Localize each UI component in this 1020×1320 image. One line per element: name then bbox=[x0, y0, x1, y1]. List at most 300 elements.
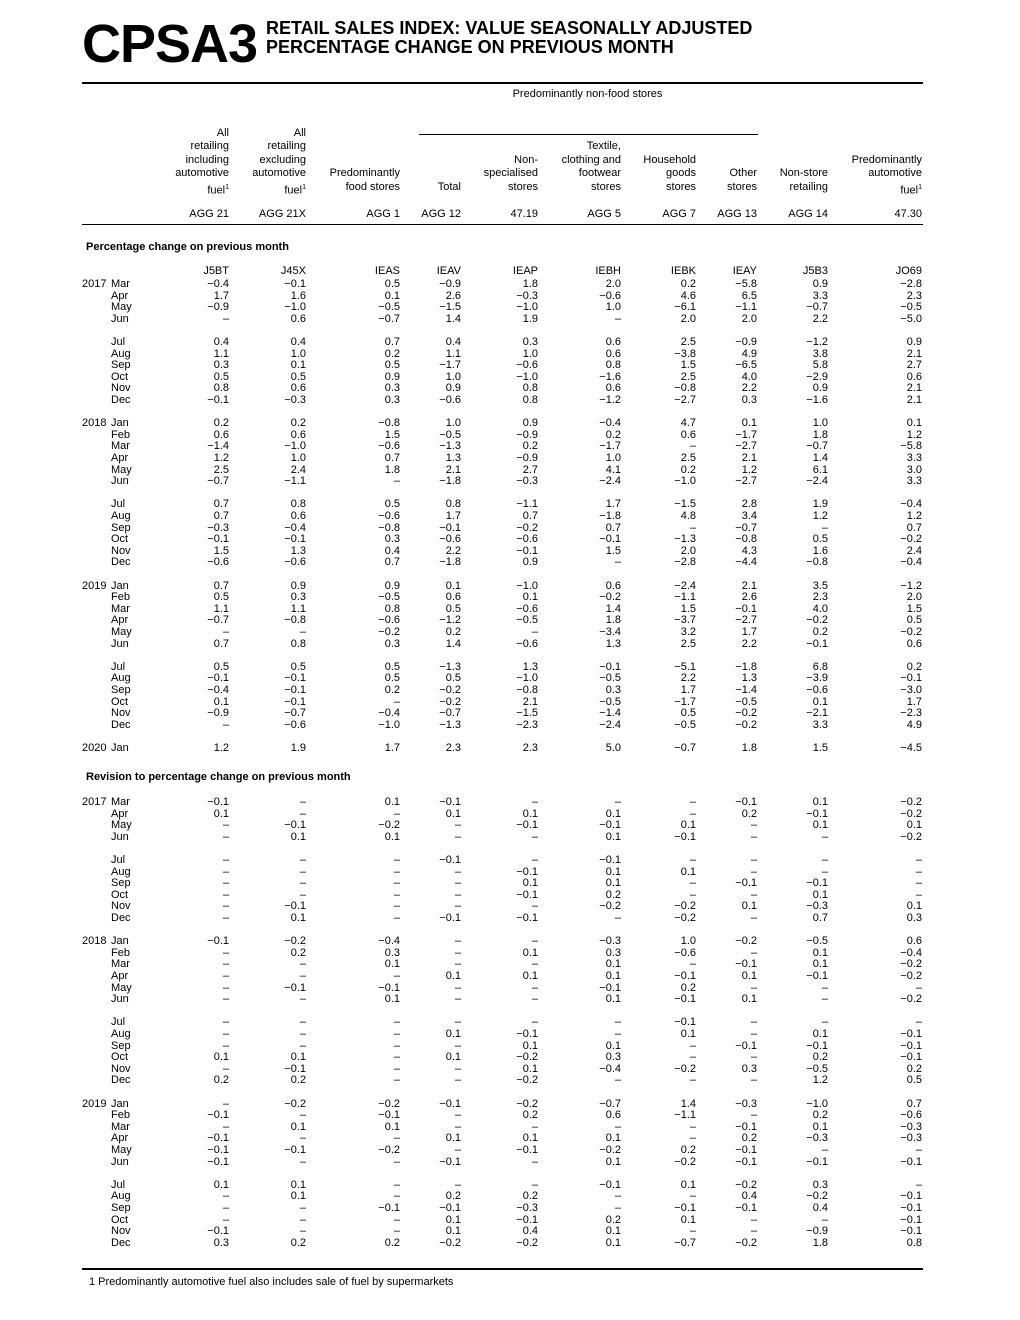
table-cell: 0.5 bbox=[213, 370, 229, 383]
table-cell: 2.4 bbox=[906, 544, 922, 557]
table-cell: −0.1 bbox=[516, 912, 538, 924]
table-cell: 0.8 bbox=[906, 1236, 922, 1249]
row-year: 2017 bbox=[82, 796, 107, 808]
table-cell: 0.1 bbox=[605, 1039, 621, 1052]
table-cell: −0.1 bbox=[599, 819, 621, 832]
row-month: Jun bbox=[111, 475, 129, 488]
column-header-1: All retailing including automotive fuel$^1$ bbox=[175, 127, 229, 197]
table-cell: – bbox=[299, 796, 306, 808]
table-cell: 6.8 bbox=[812, 660, 828, 673]
table-cell: 1.5 bbox=[605, 544, 621, 557]
table-cell: 0.9 bbox=[290, 579, 306, 592]
table-cell: −0.1 bbox=[284, 672, 306, 685]
table-cell: −0.8 bbox=[674, 382, 696, 395]
table-cell: – bbox=[222, 830, 229, 843]
table-cell: 0.6 bbox=[605, 1109, 621, 1122]
table-cell: 4.3 bbox=[741, 544, 757, 557]
table-cell: 0.1 bbox=[384, 1120, 400, 1133]
table-cell: −1.4 bbox=[599, 707, 621, 720]
row-month: Jul bbox=[111, 660, 126, 673]
table-cell: −0.6 bbox=[378, 614, 400, 627]
row-month: Oct bbox=[111, 1051, 129, 1064]
table-cell: −0.4 bbox=[284, 521, 306, 534]
column-header-5: Non- specialised stores bbox=[483, 153, 538, 193]
table-cell: 0.8 bbox=[384, 602, 400, 615]
column-header-9: Non-store retailing bbox=[779, 167, 828, 193]
table-cell: −1.8 bbox=[735, 660, 757, 673]
table-cell: −0.1 bbox=[806, 877, 828, 890]
table-row bbox=[0, 475, 1020, 487]
row-month: Sep bbox=[111, 359, 131, 372]
table-cell: 0.3 bbox=[605, 1051, 621, 1064]
table-cell: −0.1 bbox=[207, 1155, 229, 1168]
table-cell: 0.6 bbox=[290, 510, 306, 522]
table-cell: 0.1 bbox=[445, 1028, 461, 1040]
table-cell: −0.7 bbox=[207, 475, 229, 488]
table-cell: 0.1 bbox=[445, 1213, 461, 1226]
table-cell: 0.3 bbox=[812, 1178, 828, 1191]
table-cell: 2.1 bbox=[906, 347, 922, 360]
table-cell: −1.7 bbox=[599, 440, 621, 453]
table-cell: 0.4 bbox=[290, 336, 306, 348]
table-cell: 1.4 bbox=[812, 452, 828, 464]
table-cell: – bbox=[454, 1039, 461, 1052]
table-cell: 0.2 bbox=[812, 1051, 828, 1064]
table-cell: −1.2 bbox=[806, 336, 828, 348]
table-cell: −0.2 bbox=[516, 1074, 538, 1087]
table-cell: 0.6 bbox=[605, 579, 621, 592]
table-cell: – bbox=[299, 970, 306, 982]
table-cell: −0.1 bbox=[599, 981, 621, 994]
table-cell: −0.7 bbox=[806, 301, 828, 314]
table-cell: −1.3 bbox=[439, 660, 461, 673]
table-cell: – bbox=[915, 865, 922, 878]
table-row bbox=[0, 580, 1020, 592]
table-cell: −0.1 bbox=[207, 1225, 229, 1238]
section-title-revision: Revision to percentage change on previous month bbox=[86, 771, 351, 783]
table-cell: – bbox=[222, 900, 229, 913]
row-month: Aug bbox=[111, 1190, 131, 1203]
table-cell: −0.1 bbox=[806, 1155, 828, 1168]
table-cell: 0.1 bbox=[812, 946, 828, 959]
table-cell: 3.3 bbox=[906, 475, 922, 488]
table-cell: 0.2 bbox=[605, 428, 621, 441]
table-cell: −0.1 bbox=[439, 796, 461, 808]
row-month: Jul bbox=[111, 336, 126, 348]
table-cell: 0.7 bbox=[522, 510, 538, 522]
table-cell: 0.5 bbox=[445, 672, 461, 685]
row-month: Nov bbox=[111, 900, 131, 913]
row-month: Mar bbox=[111, 278, 130, 290]
table-cell: −2.1 bbox=[806, 707, 828, 720]
table-row bbox=[0, 394, 1020, 406]
table-cell: −0.1 bbox=[516, 544, 538, 557]
table-cell: 2.0 bbox=[605, 278, 621, 290]
table-cell: – bbox=[614, 912, 621, 924]
table-cell: – bbox=[299, 1039, 306, 1052]
table-cell: 2.6 bbox=[741, 591, 757, 604]
table-cell: 0.5 bbox=[445, 602, 461, 615]
table-cell: −0.5 bbox=[806, 935, 828, 948]
table-cell: −0.3 bbox=[900, 1132, 922, 1145]
table-row bbox=[0, 429, 1020, 441]
table-cell: 0.7 bbox=[812, 912, 828, 924]
table-cell: −0.2 bbox=[439, 695, 461, 708]
table-cell: −0.2 bbox=[900, 626, 922, 638]
table-cell: – bbox=[299, 877, 306, 890]
table-row bbox=[0, 603, 1020, 615]
table-cell: −2.8 bbox=[674, 556, 696, 569]
table-cell: −0.1 bbox=[806, 637, 828, 650]
table-row bbox=[0, 877, 1020, 889]
table-cell: 0.7 bbox=[384, 556, 400, 569]
table-cell: 1.4 bbox=[445, 637, 461, 650]
table-cell: −1.2 bbox=[439, 614, 461, 627]
table-cell: 0.6 bbox=[605, 336, 621, 348]
table-cell: −0.1 bbox=[207, 394, 229, 406]
table-cell: −1.1 bbox=[735, 301, 757, 314]
table-cell: 0.4 bbox=[522, 1225, 538, 1238]
table-cell: −1.7 bbox=[735, 428, 757, 441]
table-row bbox=[0, 719, 1020, 731]
table-cell: 2.1 bbox=[741, 452, 757, 464]
table-cell: 0.1 bbox=[680, 865, 696, 878]
table-cell: 2.5 bbox=[680, 370, 696, 383]
row-month: May bbox=[111, 981, 132, 994]
table-cell: −0.2 bbox=[674, 1155, 696, 1168]
row-month: Nov bbox=[111, 1225, 131, 1238]
table-row bbox=[0, 371, 1020, 383]
table-cell: 3.3 bbox=[812, 718, 828, 731]
table-cell: −1.0 bbox=[284, 440, 306, 453]
table-cell: −0.1 bbox=[900, 1202, 922, 1214]
table-cell: – bbox=[222, 912, 229, 924]
table-cell: – bbox=[393, 1074, 400, 1087]
table-cell: 0.1 bbox=[290, 359, 306, 372]
bottom-rule bbox=[82, 1268, 923, 1270]
table-cell: 0.1 bbox=[445, 807, 461, 820]
series-code: J5BT bbox=[203, 265, 229, 277]
table-cell: 0.7 bbox=[906, 1097, 922, 1110]
table-cell: – bbox=[821, 521, 828, 534]
table-cell: 0.5 bbox=[906, 1074, 922, 1087]
table-cell: – bbox=[915, 854, 922, 866]
table-cell: −0.3 bbox=[207, 521, 229, 534]
table-cell: −1.5 bbox=[674, 498, 696, 511]
column-header-2: All retailing excluding automotive fuel$^1$ bbox=[252, 127, 306, 197]
table-cell: −0.1 bbox=[599, 1178, 621, 1191]
table-cell: −0.2 bbox=[735, 707, 757, 720]
table-cell: −0.9 bbox=[207, 301, 229, 314]
row-month: Mar bbox=[111, 602, 130, 615]
table-cell: – bbox=[393, 912, 400, 924]
column-agg-code: 47.30 bbox=[894, 208, 922, 220]
table-cell: −0.1 bbox=[516, 819, 538, 832]
row-month: Jan bbox=[111, 579, 129, 592]
table-cell: −0.1 bbox=[439, 1097, 461, 1110]
table-row bbox=[0, 970, 1020, 982]
column-agg-code: AGG 13 bbox=[717, 208, 757, 220]
table-row bbox=[0, 672, 1020, 684]
table-cell: 2.2 bbox=[741, 382, 757, 395]
table-cell: 0.1 bbox=[213, 1178, 229, 1191]
row-month: Sep bbox=[111, 877, 131, 890]
table-cell: 1.3 bbox=[522, 660, 538, 673]
table-cell: −0.1 bbox=[207, 935, 229, 948]
table-cell: 0.1 bbox=[680, 1028, 696, 1040]
table-cell: 0.1 bbox=[605, 993, 621, 1006]
table-row bbox=[0, 1132, 1020, 1144]
column-agg-code: AGG 14 bbox=[788, 208, 828, 220]
table-cell: – bbox=[531, 854, 538, 866]
table-cell: – bbox=[222, 1028, 229, 1040]
table-cell: −5.8 bbox=[900, 440, 922, 453]
row-month: Jun bbox=[111, 312, 129, 325]
table-cell: −1.0 bbox=[284, 301, 306, 314]
row-month: Apr bbox=[111, 452, 129, 464]
table-cell: 3.4 bbox=[741, 510, 757, 522]
table-cell: 2.1 bbox=[906, 394, 922, 406]
table-cell: −0.6 bbox=[516, 637, 538, 650]
table-cell: −0.9 bbox=[439, 278, 461, 290]
table-cell: 0.2 bbox=[290, 1236, 306, 1249]
table-cell: 1.9 bbox=[812, 498, 828, 511]
table-cell: 1.5 bbox=[812, 742, 828, 754]
table-row bbox=[0, 912, 1020, 924]
table-cell: 0.3 bbox=[384, 946, 400, 959]
table-cell: – bbox=[393, 877, 400, 890]
table-cell: 0.9 bbox=[812, 382, 828, 395]
table-cell: −1.5 bbox=[439, 301, 461, 314]
table-cell: −0.1 bbox=[284, 1062, 306, 1075]
table-cell: – bbox=[299, 1109, 306, 1122]
row-month: Dec bbox=[111, 912, 131, 924]
table-cell: 0.9 bbox=[445, 382, 461, 395]
table-cell: – bbox=[222, 312, 229, 325]
table-cell: 0.3 bbox=[290, 591, 306, 604]
table-cell: 0.5 bbox=[384, 660, 400, 673]
table-cell: 0.8 bbox=[522, 382, 538, 395]
table-cell: – bbox=[393, 1062, 400, 1075]
table-cell: −1.0 bbox=[516, 370, 538, 383]
table-cell: 1.1 bbox=[213, 602, 229, 615]
table-cell: −0.1 bbox=[900, 1190, 922, 1203]
table-cell: −1.6 bbox=[806, 394, 828, 406]
series-code: IEBH bbox=[595, 265, 621, 277]
table-cell: 0.2 bbox=[522, 440, 538, 453]
table-cell: 1.8 bbox=[812, 1236, 828, 1249]
table-cell: 0.2 bbox=[213, 417, 229, 430]
table-cell: 0.1 bbox=[445, 1051, 461, 1064]
table-cell: – bbox=[689, 854, 696, 866]
table-row bbox=[0, 1202, 1020, 1214]
table-cell: −0.6 bbox=[284, 556, 306, 569]
table-cell: −0.7 bbox=[735, 521, 757, 534]
table-cell: – bbox=[750, 1028, 757, 1040]
table-cell: 0.4 bbox=[741, 1190, 757, 1203]
table-cell: −0.2 bbox=[900, 958, 922, 971]
table-cell: 0.2 bbox=[680, 981, 696, 994]
table-row bbox=[0, 1144, 1020, 1156]
table-cell: 0.4 bbox=[213, 336, 229, 348]
table-cell: −0.2 bbox=[516, 1097, 538, 1110]
table-cell: 1.6 bbox=[290, 289, 306, 302]
table-cell: – bbox=[299, 807, 306, 820]
table-cell: – bbox=[614, 796, 621, 808]
table-cell: 0.1 bbox=[906, 900, 922, 913]
row-month: May bbox=[111, 819, 132, 832]
table-row bbox=[0, 947, 1020, 959]
table-cell: 0.1 bbox=[605, 958, 621, 971]
table-cell: 1.7 bbox=[680, 684, 696, 696]
table-cell: 0.6 bbox=[605, 382, 621, 395]
table-cell: −0.3 bbox=[516, 1202, 538, 1214]
row-month: May bbox=[111, 463, 132, 476]
table-cell: 0.2 bbox=[812, 1109, 828, 1122]
table-cell: 1.0 bbox=[445, 370, 461, 383]
table-cell: 4.9 bbox=[906, 718, 922, 731]
table-cell: −1.0 bbox=[806, 1097, 828, 1110]
table-row bbox=[0, 556, 1020, 568]
table-cell: −0.1 bbox=[900, 1225, 922, 1238]
table-cell: −1.7 bbox=[439, 359, 461, 372]
row-month: Dec bbox=[111, 556, 131, 569]
table-cell: – bbox=[222, 981, 229, 994]
table-row bbox=[0, 696, 1020, 708]
table-cell: 1.3 bbox=[445, 452, 461, 464]
table-cell: 0.3 bbox=[384, 533, 400, 546]
table-cell: 0.6 bbox=[290, 382, 306, 395]
table-cell: – bbox=[531, 1155, 538, 1168]
table-cell: – bbox=[614, 1028, 621, 1040]
table-cell: 0.1 bbox=[522, 970, 538, 982]
table-cell: −0.1 bbox=[516, 888, 538, 901]
table-cell: −5.8 bbox=[735, 278, 757, 290]
table-cell: −0.6 bbox=[900, 1109, 922, 1122]
table-cell: −1.3 bbox=[439, 440, 461, 453]
table-cell: – bbox=[222, 993, 229, 1006]
table-cell: −0.9 bbox=[207, 707, 229, 720]
table-cell: −0.1 bbox=[599, 533, 621, 546]
series-code: IEBK bbox=[670, 265, 696, 277]
table-cell: 0.1 bbox=[605, 877, 621, 890]
table-row bbox=[0, 336, 1020, 348]
table-cell: −0.1 bbox=[674, 1202, 696, 1214]
table-row bbox=[0, 626, 1020, 638]
table-cell: 0.5 bbox=[290, 370, 306, 383]
table-cell: 1.8 bbox=[741, 742, 757, 754]
table-cell: −0.1 bbox=[378, 1202, 400, 1214]
table-cell: – bbox=[393, 1028, 400, 1040]
table-cell: −2.7 bbox=[735, 614, 757, 627]
table-cell: 0.3 bbox=[741, 1062, 757, 1075]
table-cell: −0.1 bbox=[599, 660, 621, 673]
table-cell: −0.1 bbox=[378, 1109, 400, 1122]
column-header-6: Textile, clothing and footwear stores bbox=[561, 140, 621, 193]
table-cell: −0.1 bbox=[735, 1144, 757, 1156]
table-cell: −0.1 bbox=[439, 854, 461, 866]
table-cell: – bbox=[915, 1144, 922, 1156]
table-cell: −0.5 bbox=[439, 428, 461, 441]
table-cell: – bbox=[299, 993, 306, 1006]
table-cell: – bbox=[614, 1016, 621, 1029]
table-cell: – bbox=[614, 1202, 621, 1214]
table-row bbox=[0, 1074, 1020, 1086]
table-cell: 0.2 bbox=[522, 1109, 538, 1122]
table-cell: – bbox=[222, 1016, 229, 1029]
table-row bbox=[0, 854, 1020, 866]
table-cell: −1.8 bbox=[439, 556, 461, 569]
table-row bbox=[0, 958, 1020, 970]
top-rule bbox=[82, 82, 923, 84]
table-cell: −1.1 bbox=[674, 591, 696, 604]
table-cell: 0.1 bbox=[812, 958, 828, 971]
table-cell: 0.6 bbox=[213, 428, 229, 441]
table-cell: 0.1 bbox=[812, 1028, 828, 1040]
table-cell: 3.3 bbox=[812, 289, 828, 302]
table-cell: 0.1 bbox=[906, 417, 922, 430]
table-cell: – bbox=[393, 1039, 400, 1052]
table-row bbox=[0, 359, 1020, 371]
table-cell: −0.8 bbox=[378, 521, 400, 534]
table-cell: 5.8 bbox=[812, 359, 828, 372]
row-month: Aug bbox=[111, 510, 131, 522]
table-cell: −0.1 bbox=[900, 1051, 922, 1064]
row-month: Sep bbox=[111, 521, 131, 534]
table-cell: – bbox=[689, 796, 696, 808]
table-cell: – bbox=[299, 1132, 306, 1145]
table-cell: – bbox=[531, 796, 538, 808]
table-cell: −0.3 bbox=[806, 1132, 828, 1145]
table-cell: −0.2 bbox=[516, 521, 538, 534]
table-row bbox=[0, 1156, 1020, 1168]
table-cell: 0.1 bbox=[741, 970, 757, 982]
table-cell: 0.5 bbox=[906, 614, 922, 627]
row-month: Aug bbox=[111, 672, 131, 685]
table-cell: −0.6 bbox=[439, 394, 461, 406]
table-cell: −2.4 bbox=[599, 718, 621, 731]
table-cell: −0.8 bbox=[378, 417, 400, 430]
table-cell: 0.1 bbox=[812, 888, 828, 901]
table-cell: – bbox=[821, 1016, 828, 1029]
table-cell: −0.2 bbox=[284, 935, 306, 948]
table-cell: 1.7 bbox=[445, 510, 461, 522]
row-month: Nov bbox=[111, 544, 131, 557]
row-month: Aug bbox=[111, 865, 131, 878]
table-cell: −1.3 bbox=[674, 533, 696, 546]
table-cell: −2.4 bbox=[599, 475, 621, 488]
group-label: Predominantly non-food stores bbox=[512, 88, 663, 100]
row-month: Mar bbox=[111, 440, 130, 453]
table-cell: – bbox=[454, 993, 461, 1006]
table-cell: −0.3 bbox=[735, 1097, 757, 1110]
table-cell: 1.8 bbox=[384, 463, 400, 476]
row-month: Feb bbox=[111, 946, 130, 959]
table-cell: – bbox=[821, 993, 828, 1006]
table-cell: – bbox=[915, 877, 922, 890]
table-cell: −0.7 bbox=[207, 614, 229, 627]
table-cell: −0.6 bbox=[284, 718, 306, 731]
table-cell: −0.9 bbox=[516, 428, 538, 441]
column-agg-code: AGG 5 bbox=[587, 208, 621, 220]
column-header-10: Predominantly automotive fuel$^1$ bbox=[851, 153, 922, 197]
table-cell: −0.6 bbox=[439, 533, 461, 546]
table-cell: 0.2 bbox=[290, 946, 306, 959]
table-cell: 0.5 bbox=[384, 498, 400, 511]
table-cell: 0.8 bbox=[605, 359, 621, 372]
table-cell: −2.4 bbox=[674, 579, 696, 592]
table-cell: −0.5 bbox=[599, 695, 621, 708]
